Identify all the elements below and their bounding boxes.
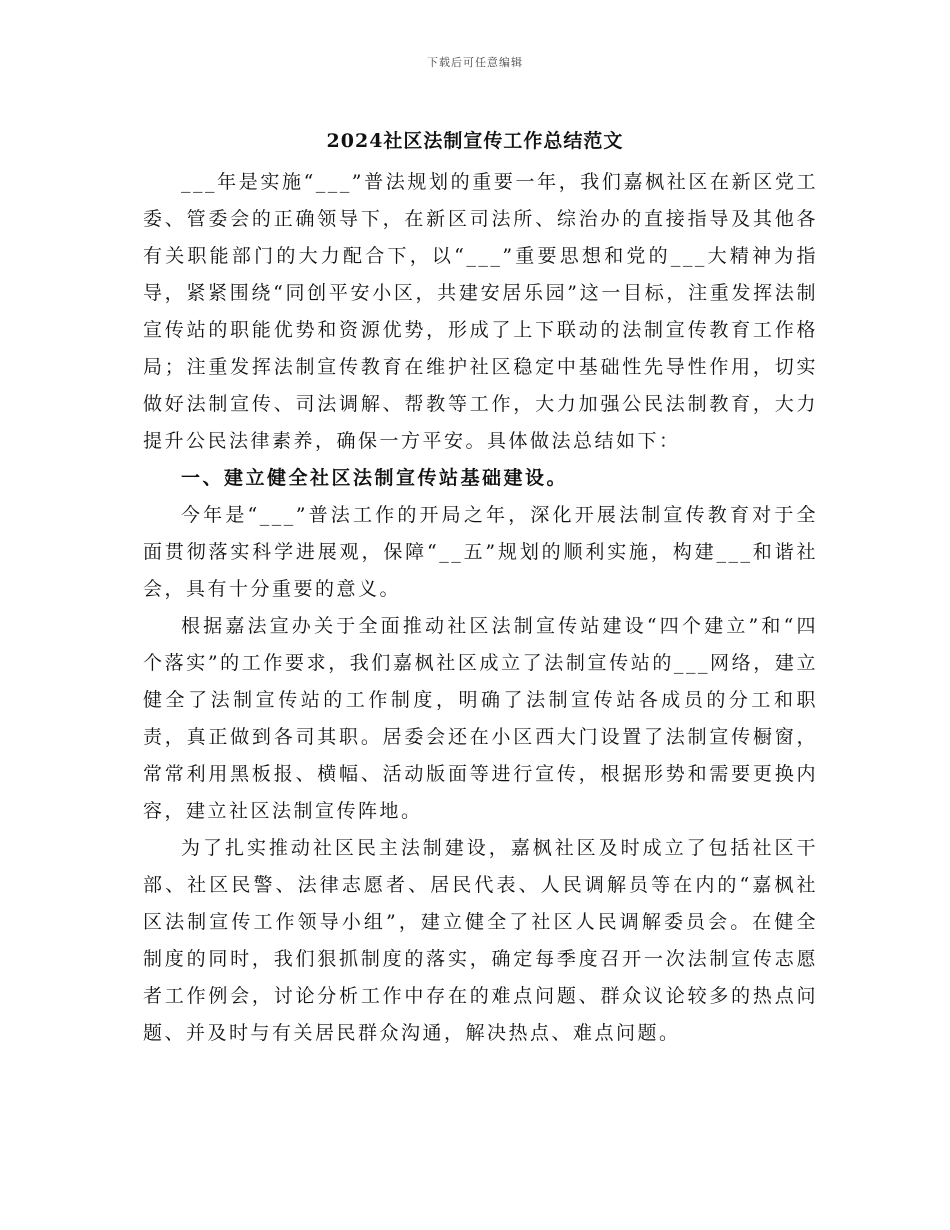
document-body <box>143 164 818 1052</box>
document-title: 2024社区法制宣传工作总结范文 <box>326 130 624 152</box>
header-note: 下载后可任意编辑 <box>427 56 523 69</box>
section-1-paragraph-2: 根据嘉法宣办关于全面推动社区法制宣传站建设“四个建立”和“四个落实”的工作要求，我们嘉枫社区成立了法制宣传站的___网络，建立健全了法制宣传站的工作制度，明确了法制宣传站各成员的分工和职责，真正做到各司其职。居委会还在小区西大门设置了法制宣传橱窗，常常利用黑板报、横幅、活动版面等进行宣传，根据形势和需要更换内容，建立社区法制宣传阵地。 <box>143 615 818 822</box>
intro-paragraph: ___年是实施“___”普法规划的重要一年，我们嘉枫社区在新区党工委、管委会的正确领导下，在新区司法所、综治办的直接指导及其他各有关职能部门的大力配合下，以“___”重要思想和党的___大精神为指导，紧紧围绕“同创平安小区，共建安居乐园”这一目标，注重发挥法制宣传站的职能优势和资源优势，形成了上下联动的法制宣传教育工作格局；注重发挥法制宣传教育在维护社区稳定中基础性先导性作用，切实做好法制宣传、司法调解、帮教等工作，大力加强公民法制教育，大力提升公民法律素养，确保一方平安。具体做法总结如下： <box>143 171 818 452</box>
section-1-paragraph-3: 为了扎实推动社区民主法制建设，嘉枫社区及时成立了包括社区干部、社区民警、法律志愿者、居民代表、人民调解员等在内的“嘉枫社区法制宣传工作领导小组”，建立健全了社区人民调解委员会。在健全制度的同时，我们狠抓制度的落实，确定每季度召开一次法制宣传志愿者工作例会，讨论分析工作中存在的难点问题、群众议论较多的热点问题、并及时与有关居民群众沟通，解决热点、难点问题。 <box>143 837 818 1044</box>
section-1-heading: 一、建立健全社区法制宣传站基础建设。 <box>181 467 569 489</box>
section-1-paragraph-1: 今年是“___”普法工作的开局之年，深化开展法制宣传教育对于全面贯彻落实科学进展观，保障“__五”规划的顺利实施，构建___和谐社会，具有十分重要的意义。 <box>143 504 818 600</box>
